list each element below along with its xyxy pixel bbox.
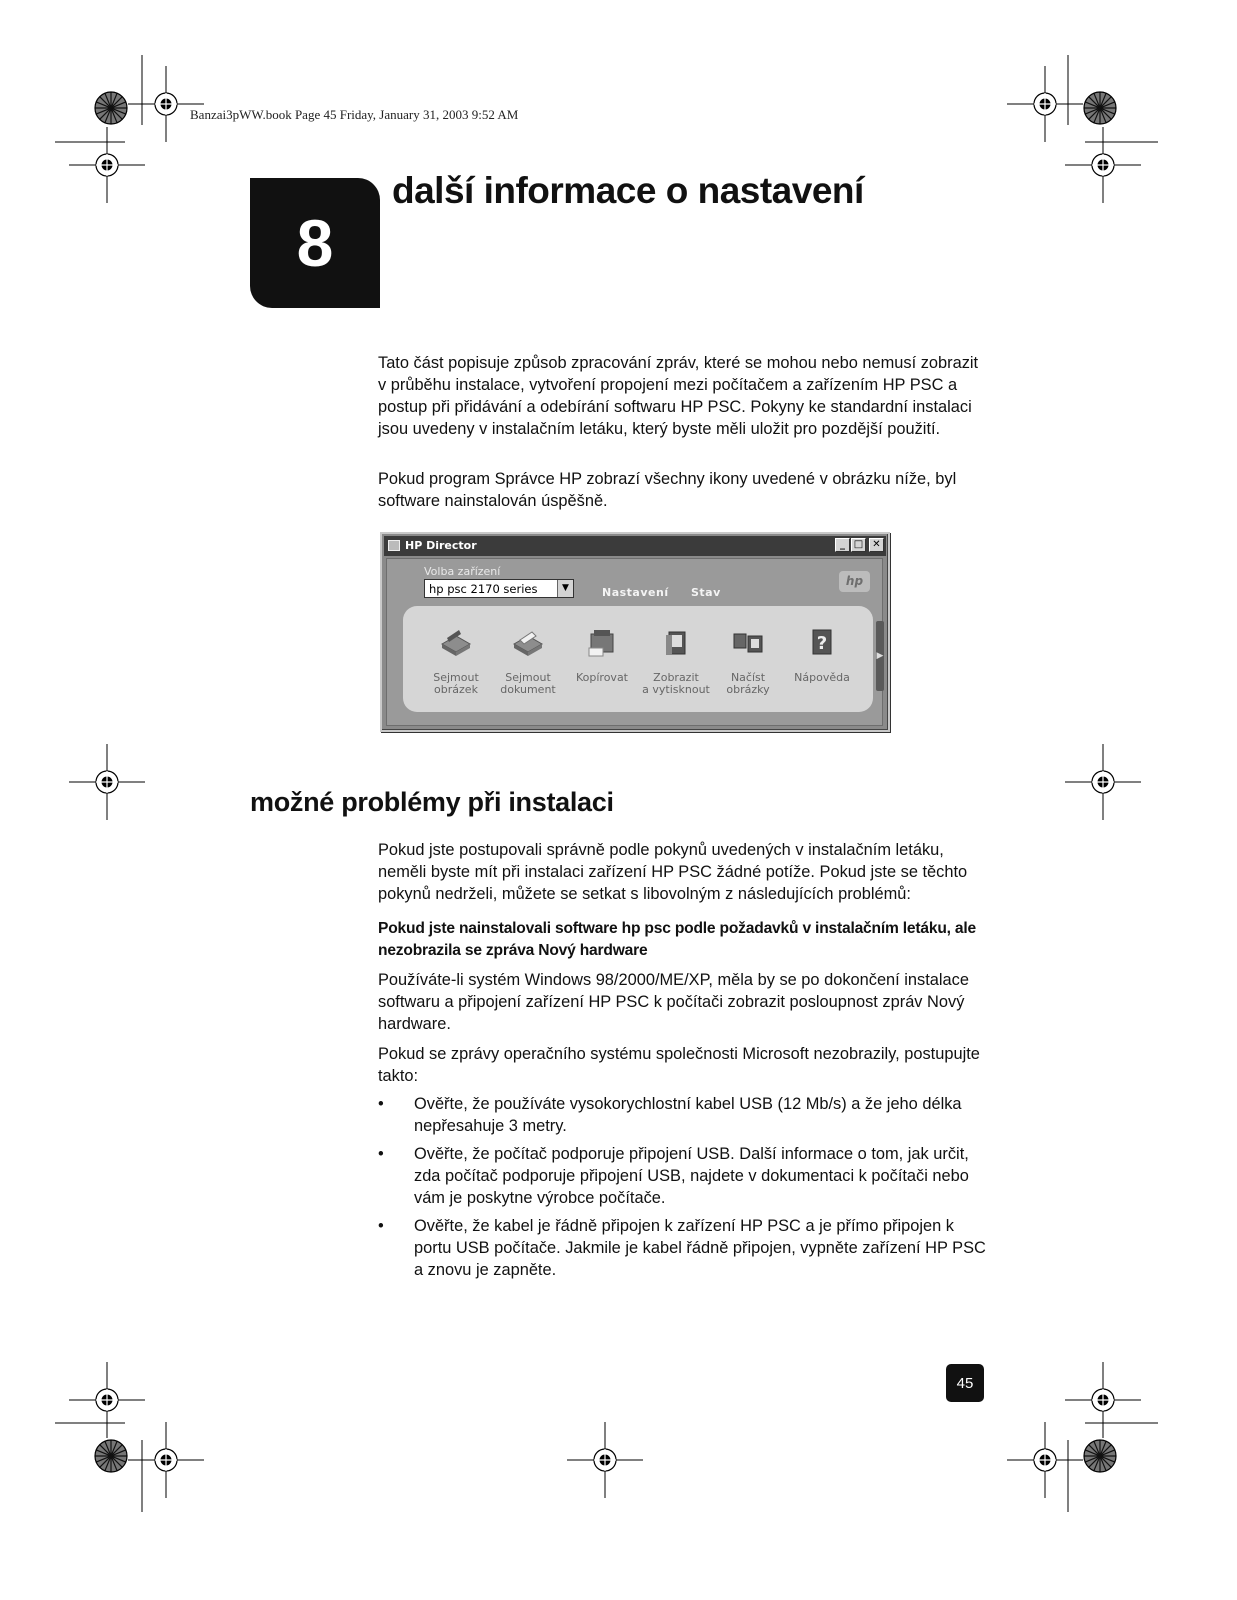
page-number: 45 <box>946 1364 984 1402</box>
print-header: Banzai3pWW.book Page 45 Friday, January 31, 2003 9:52 AM <box>190 107 519 122</box>
chapter-number: 8 <box>296 206 334 280</box>
tool-label-1: Kopírovat <box>575 671 628 684</box>
copier-icon <box>585 626 619 660</box>
chevron-down-icon[interactable]: ▼ <box>557 580 573 597</box>
tool-label-1: Načíst <box>730 671 766 684</box>
device-select-label: Volba zařízení <box>424 565 501 578</box>
list-item <box>378 1215 990 1281</box>
bullet-icon: • <box>378 1095 384 1113</box>
chapter-title: další informace o nastavení <box>392 170 864 211</box>
maximize-icon[interactable]: □ <box>851 538 866 552</box>
expand-arrow-icon[interactable]: ▶ <box>876 621 884 691</box>
tool-label-1: Nápověda <box>794 671 850 684</box>
intro-paragraph-1: Tato část popisuje způsob zpracování zpráv, které se mohou nebo nemusí zobrazit v průběhu instalace, vytvoření propojení mezi počítačem a zařízením HP PSC a postup při přidávání a odebírání softwaru HP PSC. Pokyny ke standardní instalaci jsou uvedeny v instalačním letáku, který byste měli uložit pro pozdější použití. <box>378 354 979 438</box>
intro-paragraph-2: Pokud program Správce HP zobrazí všechny ikony uvedené v obrázku níže, byl software nainstalován úspěšně. <box>378 470 957 510</box>
svg-text:?: ? <box>816 633 828 654</box>
device-select-value: hp psc 2170 series <box>429 582 538 596</box>
card-reader-icon <box>731 626 765 660</box>
hp-director-window <box>380 532 890 732</box>
tool-label-2: a vytisknout <box>642 683 710 696</box>
bullet-icon: • <box>378 1145 384 1163</box>
section-subheading: Pokud jste nainstalovali software hp psc podle požadavků v instalačním letáku, ale nezobrazila se zpráva Nový hardware <box>378 920 977 959</box>
list-item <box>378 1093 990 1137</box>
tool-label-2: obrázky <box>726 683 770 696</box>
tool-label-1: Sejmout <box>505 671 551 684</box>
director-client-area <box>386 558 883 726</box>
minimize-icon[interactable]: _ <box>835 538 850 552</box>
list-item-text: Ověřte, že používáte vysokorychlostní kabel USB (12 Mb/s) a že jeho délka nepřesahuje 3 metry. <box>414 1095 962 1135</box>
close-icon[interactable]: ✕ <box>869 538 884 552</box>
list-item <box>378 1143 990 1209</box>
photo-icon <box>659 626 693 660</box>
hp-logo: hp <box>839 571 870 592</box>
window-title: HP Director <box>405 539 477 552</box>
menu-status[interactable]: Stav <box>691 586 721 599</box>
section-paragraph-2: Používáte-li systém Windows 98/2000/ME/XP, měla by se po dokončení instalace softwaru a připojení zařízení HP PSC k počítači zobrazit posloupnost zpráv Nový hardware. <box>378 971 969 1033</box>
help-icon <box>805 626 839 660</box>
tool-label-2: obrázek <box>434 683 478 696</box>
scanner-icon <box>439 626 473 660</box>
section-paragraph-1: Pokud jste postupovali správně podle pokynů uvedených v instalačním letáku, neměli byste mít při instalaci zařízení HP PSC žádné potíže. Pokud jste se těchto pokynů nedrželi, můžete se setkat s libovolným z následujících problémů: <box>378 841 968 903</box>
tool-label-1: Zobrazit <box>653 671 699 684</box>
app-icon <box>388 540 400 551</box>
section-paragraph-3: Pokud se zprávy operačního systému společnosti Microsoft nezobrazily, postupujte takto: <box>378 1045 980 1085</box>
window-titlebar <box>384 536 886 556</box>
section-title: možné problémy při instalaci <box>250 787 614 817</box>
device-select[interactable] <box>424 579 574 598</box>
list-item-text: Ověřte, že kabel je řádně připojen k zařízení HP PSC a je přímo připojen k portu USB počítače. Jakmile je kabel řádně připojen, vypněte zařízení HP PSC a znovu je zapněte. <box>414 1217 986 1279</box>
tool-label-2: dokument <box>500 683 556 696</box>
bullet-icon: • <box>378 1217 384 1235</box>
troubleshooting-list <box>378 1093 990 1287</box>
list-item-text: Ověřte, že počítač podporuje připojení USB. Další informace o tom, jak určit, zda počítač podporuje připojení USB, najdete v dokumentaci k počítači nebo vám je poskytne výrobce počítače. <box>414 1145 969 1207</box>
scanner-icon <box>511 626 545 660</box>
tools-panel <box>403 606 873 712</box>
menu-settings[interactable]: Nastavení <box>602 586 669 599</box>
chapter-number-badge <box>250 178 380 308</box>
tool-label-1: Sejmout <box>433 671 479 684</box>
